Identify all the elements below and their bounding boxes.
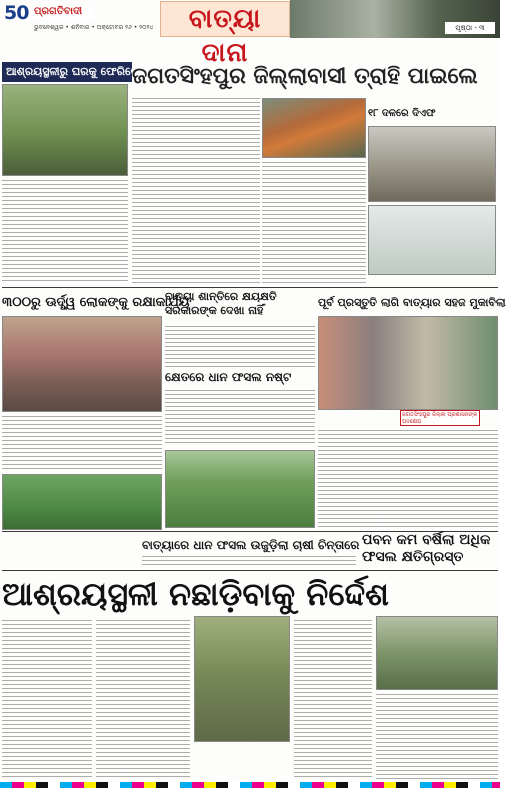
article-text	[96, 620, 190, 780]
section-divider	[2, 287, 498, 288]
headline-rescue: ୩୦୦ରୁ ଊର୍ଦ୍ଧ୍ୱ ଲୋକଙ୍କୁ ରକ୍ଷାକାର୍ଯ୍ୟ	[2, 295, 190, 310]
article-text	[165, 390, 315, 446]
logo-number: 50	[4, 2, 29, 24]
article-text	[2, 180, 128, 284]
article-text	[2, 416, 162, 472]
subheadline-crop-loss: କ୍ଷେତରେ ଧାନ ଫସଲ ନଷ୍ଟ	[165, 370, 292, 384]
photo-disaster-team	[368, 126, 496, 202]
headline-left-box: ଆଶ୍ରୟସ୍ଥଳୀରୁ ଘରକୁ ଫେରିଲେ	[2, 62, 132, 82]
photo-officials-visit	[318, 316, 498, 410]
article-text	[132, 98, 260, 284]
headline-preparation: ପୂର୍ବ ପ୍ରସ୍ତୁତି ଲାଗି ବାତ୍ୟାର ସହଜ ମୁକାବିଲା	[318, 296, 506, 309]
headline-wind-rain: ପବନ କମ ବର୍ଷିଲା ଅଧିକ ଫସଲ କ୍ଷତିଗ୍ରସ୍ତ	[362, 532, 491, 565]
photo-women-with-pots	[2, 84, 128, 176]
photo-shelter-crowd	[2, 316, 162, 412]
section-divider	[2, 570, 498, 571]
photo-damaged-trees	[376, 616, 498, 690]
section-title-banner	[160, 1, 290, 68]
print-color-bar	[0, 782, 500, 788]
article-text	[294, 620, 372, 780]
headline-paddy-loss: ବାତ୍ୟାରେ ଧାନ ଫସଲ ଉଜୁଡ଼ିଲା ଚାଷୀ ଚିନ୍ତାରେ	[142, 538, 360, 552]
article-text	[262, 162, 366, 284]
photo-paddy-field	[165, 450, 315, 528]
headline-center: ବାତ୍ୟା ଶାନ୍ତିରେ କ୍ଷୟକ୍ଷତି ସରକାରଙ୍କ ଦେଖା ନାହିଁ	[165, 290, 277, 317]
photo-caption: ଜଗତସିଂହପୁର ଜିଲ୍ଲା ପ୍ରଶାସନଙ୍କ ପଦକ୍ଷେପ	[400, 410, 480, 426]
photo-shelter-people	[194, 616, 290, 742]
section-title: ବାତ୍ୟା ଦାନା	[188, 4, 262, 68]
anniversary-logo	[4, 2, 34, 24]
article-text	[165, 326, 315, 368]
headline-big: ଆଶ୍ରୟସ୍ଥଳୀ ନଛାଡ଼ିବାକୁ ନିର୍ଦ୍ଦେଶ	[2, 575, 389, 613]
headline-main: ଜଗତସିଂହପୁର ଜିଲ୍ଲାବାସୀ ତ୍ରାହି ପାଇଲେ	[132, 64, 478, 89]
photo-flooded-field	[368, 205, 496, 275]
article-text	[2, 620, 92, 780]
dateline: ଭୁବନେଶ୍ୱର • ଶନିବାର • ଅକ୍ଟୋବର ୨୬ • ୨୦୨୪	[34, 24, 154, 31]
headline-right-top: ୧୮ ଦଳରେ ଦିଏଫ	[368, 108, 436, 119]
page-number: ପୃଷ୍ଠା - ୩	[445, 22, 495, 34]
photo-green-crops	[2, 474, 162, 530]
article-text	[142, 556, 356, 568]
paper-name: ପ୍ରଗତିବାଦୀ	[34, 6, 94, 20]
photo-rescue-team	[262, 98, 366, 158]
article-text	[318, 430, 498, 528]
article-text	[376, 694, 498, 780]
